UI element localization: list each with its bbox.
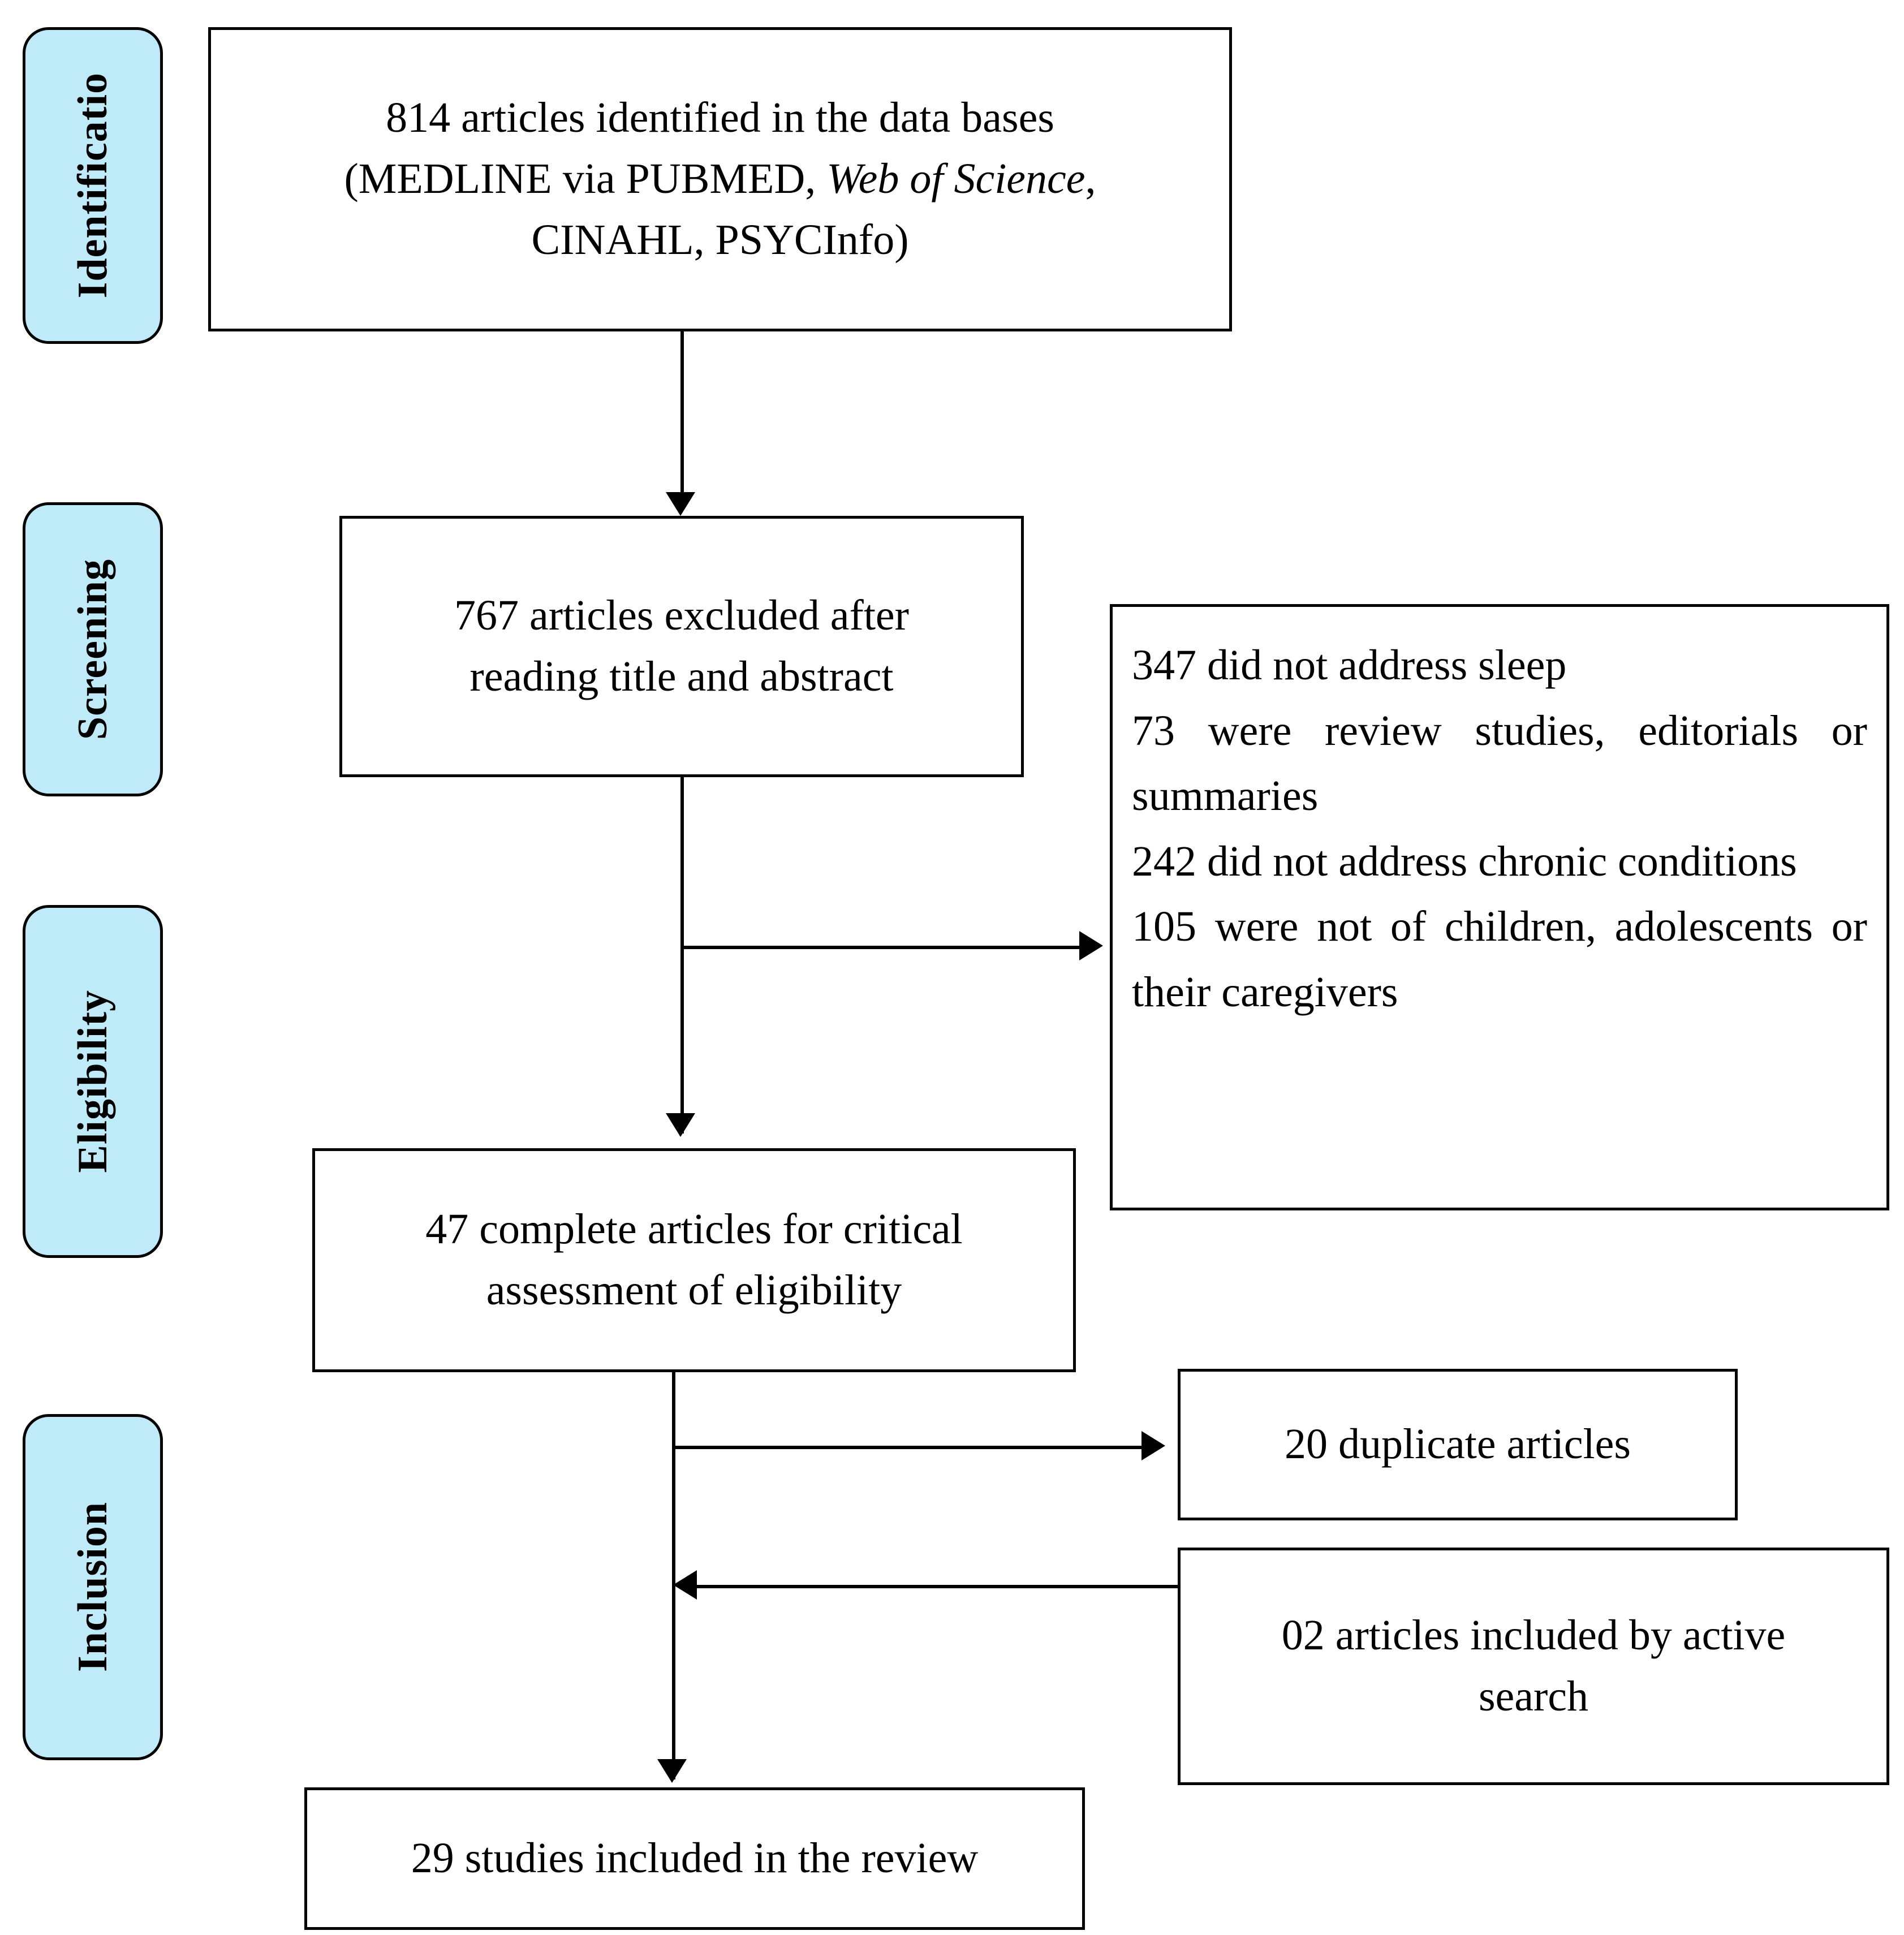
arrowhead-screening-to-eligibility (666, 1113, 695, 1137)
box-articles-identified-line-2 (226, 149, 1214, 210)
arrowhead-identified-to-screening (666, 492, 695, 516)
box-excluded-title-abstract-line-1: 767 articles excluded after (454, 592, 909, 640)
connector-from-active-search (697, 1585, 1178, 1588)
box-exclusion-reasons-item-3: 242 did not address chronic conditions (1132, 837, 1797, 885)
box-articles-identified-line-2-post: , (1085, 155, 1096, 203)
box-exclusion-reasons-item-4: 105 were not of children, adolescents or their caregivers (1132, 903, 1867, 1016)
stage-label-identification-text: Identificatio (69, 72, 116, 299)
box-excluded-title-abstract (339, 516, 1024, 777)
stage-label-screening (23, 502, 163, 796)
box-full-text-assessed (312, 1148, 1076, 1372)
box-duplicate-articles-line-1: 20 duplicate articles (1285, 1420, 1631, 1468)
box-active-search-line-2: search (1478, 1673, 1589, 1720)
box-active-search (1178, 1548, 1889, 1785)
stage-label-eligibility (23, 905, 163, 1258)
stage-label-eligibility-text: Eligibility (69, 990, 116, 1173)
connector-to-duplicates (672, 1446, 1158, 1449)
arrowhead-to-exclusion-reasons (1079, 931, 1103, 960)
stage-label-identification (23, 27, 163, 344)
arrowhead-from-active-search (673, 1570, 697, 1600)
connector-screening-to-eligibility (680, 777, 684, 1134)
box-full-text-assessed-line-1: 47 complete articles for critical (425, 1205, 963, 1253)
box-articles-identified-line-2-pre: (MEDLINE via PUBMED, (344, 155, 827, 203)
box-excluded-title-abstract-line-2: reading title and abstract (469, 653, 894, 700)
stage-label-inclusion (23, 1414, 163, 1760)
box-articles-identified (208, 27, 1232, 331)
connector-to-exclusion-reasons (680, 946, 1096, 949)
stage-label-inclusion-text: Inclusion (69, 1502, 116, 1673)
box-articles-identified-line-3: CINAHL, PSYCInfo) (531, 216, 909, 264)
stage-label-screening-text: Screening (69, 558, 116, 740)
box-duplicate-articles (1178, 1369, 1738, 1520)
box-studies-included (304, 1787, 1085, 1930)
box-full-text-assessed-line-2: assessment of eligibility (486, 1266, 902, 1314)
connector-identified-to-screening (680, 331, 684, 501)
box-studies-included-line-1: 29 studies included in the review (411, 1834, 979, 1882)
box-active-search-line-1: 02 articles included by active (1281, 1611, 1786, 1660)
box-articles-identified-line-1: 814 articles identified in the data bases (386, 94, 1054, 142)
arrowhead-to-duplicates (1141, 1431, 1165, 1460)
box-exclusion-reasons-item-2: 73 were review studies, editorials or summaries (1132, 706, 1867, 820)
box-exclusion-reasons (1110, 604, 1889, 1210)
box-exclusion-reasons-item-1: 347 did not address sleep (1132, 641, 1567, 689)
box-articles-identified-line-2-italic: Web of Science (826, 155, 1085, 203)
arrowhead-eligibility-to-inclusion (657, 1759, 687, 1783)
